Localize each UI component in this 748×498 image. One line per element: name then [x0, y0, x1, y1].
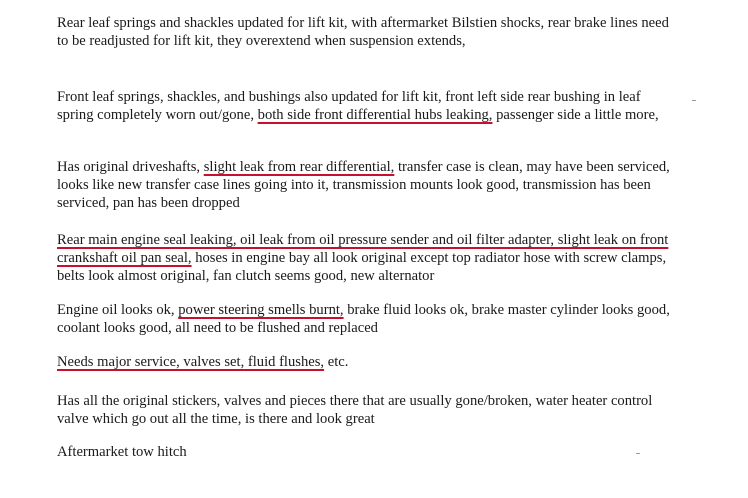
underlined-note: Needs major service, valves set, fluid flushes,: [57, 354, 325, 370]
paragraph-driveline: [57, 158, 677, 212]
paragraph-front-suspension: [57, 88, 677, 124]
paragraph-text: brake fluid looks ok, brake master cylinder looks good, coolant looks good, all need to be flushed and replaced: [57, 302, 670, 336]
paragraph-tow-hitch: [57, 443, 677, 461]
paragraph-text: Front leaf springs, shackles, and bushings also updated for lift kit, front left side rear bushing in leaf spring completely worn out/gone,: [57, 89, 641, 123]
paragraph-text: Aftermarket tow hitch: [57, 444, 187, 460]
underlined-note: slight leak from rear differential,: [203, 159, 395, 175]
paragraph-text: hoses in engine bay all look original except top radiator hose with screw clamps, belts look almost original, fan clutch seems good, new alternator: [57, 250, 667, 284]
underlined-note: Rear main engine seal leaking, oil leak from oil pressure sender and oil filter adapter, slight leak on front crankshaft oil pan seal,: [57, 232, 669, 266]
underlined-note: power steering smells burnt,: [178, 302, 344, 318]
paragraph-fluids: [57, 301, 677, 337]
paragraph-text: transfer case is clean, may have been serviced, looks like new transfer case lines going into it, transmission mounts look good, transmission has been serviced, pan has been dropped: [57, 159, 670, 211]
paragraph-engine-leaks: [57, 231, 677, 285]
paragraph-text: etc.: [324, 354, 349, 370]
scan-speck: [636, 453, 640, 454]
scan-speck: [692, 100, 696, 101]
paragraph-text: Has original driveshafts,: [57, 159, 204, 175]
paragraph-originality: [57, 392, 677, 428]
underlined-note: both side front differential hubs leaking,: [257, 107, 493, 123]
paragraph-text: Engine oil looks ok,: [57, 302, 179, 318]
paragraph-text: Has all the original stickers, valves and pieces there that are usually gone/broken, water heater control valve which go out all the time, is there and look great: [57, 393, 653, 427]
paragraph-text: Rear leaf springs and shackles updated for lift kit, with aftermarket Bilstien shocks, rear brake lines need to be readjusted for lift kit, they overextend when suspension extends,: [57, 15, 669, 49]
paragraph-service-needed: [57, 353, 677, 371]
paragraph-rear-suspension: [57, 14, 677, 50]
paragraph-text: passenger side a little more,: [492, 107, 659, 123]
